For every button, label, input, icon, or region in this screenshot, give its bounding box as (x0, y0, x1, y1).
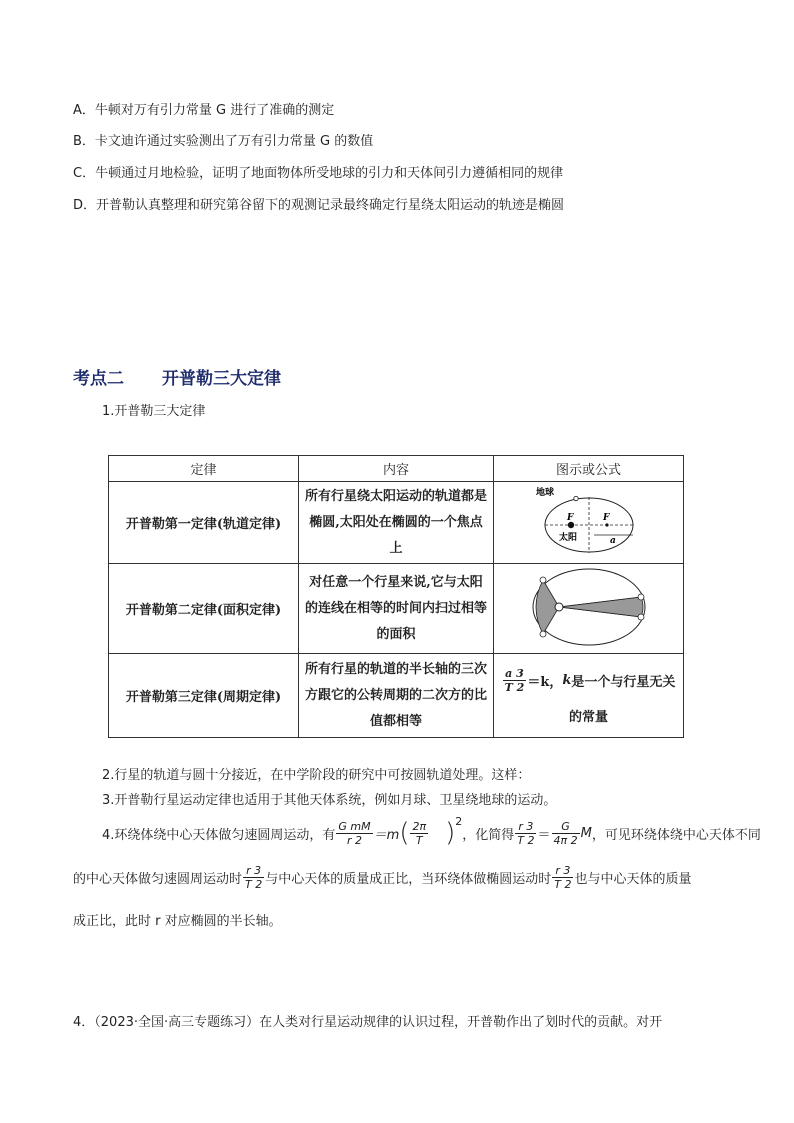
option-d: D．开普勒认真整理和研究第谷留下的观测记录最终确定行星绕太阳运动的轨迹是椭圆 (73, 198, 565, 213)
law-name: 开普勒第三定律(周期定律) (109, 654, 299, 738)
formula-tail-1: 是一个与行星无关 (571, 674, 676, 690)
focus-label-2: F (602, 512, 609, 523)
law-content: 对任意一个行星来说,它与太阳的连线在相等的时间内扫过相等的面积 (299, 564, 494, 654)
formula-eq: ＝k， (527, 674, 563, 690)
table-row (109, 564, 684, 654)
header-law: 定律 (109, 456, 299, 482)
law-content: 所有行星的轨道的半长轴的三次方跟它的公转周期的二次方的比值都相等 (299, 654, 494, 738)
option-a: A．牛顿对万有引力常量 G 进行了准确的测定 (73, 103, 335, 118)
paragraph-2: 2.行星的轨道与圆十分接近，在中学阶段的研究中可按圆轨道处理。这样： (102, 768, 531, 783)
paragraph-4-line-1: 4.环绕体绕中心天体做匀速圆周运动，有 $\frac{\text{G mM}}{r 2}$ ＝m ( $\frac{2\pi}{T}$ ) 2 ，化简得 $\frac{r 3}{T 2}$ ＝ $\frac{G}{4\pi 2}$ M ，可见环绕体绕中心天体不同 (102, 814, 761, 848)
ratio-fraction: $\frac{r 3}{T 2}$ (517, 819, 535, 847)
option-c: C．牛顿通过月地检验，证明了地面物体所受地球的引力和天体间引力遵循相同的规律 (73, 166, 564, 181)
paragraph-4-line-2: 的中心天体做匀速圆周运动时 $\frac{r 3}{T 2}$ 与中心天体的质量成正比，当环绕体做椭圆运动时 $\frac{r 3}{T 2}$ 也与中心天体的质量 (73, 864, 692, 891)
section-label: 考点二 (73, 369, 124, 389)
orbit-ellipse-figure (494, 482, 684, 564)
header-figure: 图示或公式 (494, 456, 684, 482)
paragraph-3: 3.开普勒行星运动定律也适用于其他天体系统，例如月球、卫星绕地球的运动。 (102, 793, 557, 808)
semi-major-axis-label: a (609, 535, 616, 546)
table-row (109, 654, 684, 738)
subheading: 1.开普勒三大定律 (102, 404, 206, 419)
law-content: 所有行星绕太阳运动的轨道都是椭圆,太阳处在椭圆的一个焦点上 (299, 482, 494, 564)
angular-fraction: $\frac{2\pi}{T}$ (412, 819, 427, 847)
focus-label-1: F (566, 512, 573, 523)
law-name: 开普勒第一定律(轨道定律) (109, 482, 299, 564)
law-name: 开普勒第二定律(面积定律) (109, 564, 299, 654)
constant-fraction: $\frac{G}{4\pi 2}$ (553, 819, 578, 847)
paragraph-4-line-3: 成正比，此时 r 对应椭圆的半长轴。 (73, 914, 282, 929)
table-row (109, 482, 684, 564)
area-law-diagram (529, 566, 649, 648)
area-law-figure (494, 564, 684, 654)
ellipse-orbit-diagram (534, 485, 644, 557)
gravity-fraction: $\frac{\text{G mM}}{r 2}$ (338, 819, 371, 847)
question-4: 4．（2023·全国·高三专题练习）在人类对行星运动规律的认识过程，开普勒作出了划时代的贡献。对开 (73, 1015, 663, 1030)
section-title (73, 364, 281, 389)
formula-tail-2: 的常量 (568, 709, 608, 725)
sun-label: 太阳 (558, 532, 577, 543)
section-name: 开普勒三大定律 (162, 369, 281, 389)
formula-k: k (562, 672, 572, 688)
formula-fraction: $\frac{a 3}{T 2}$ (504, 666, 525, 694)
earth-label: 地球 (535, 487, 554, 498)
header-content: 内容 (299, 456, 494, 482)
option-b: B．卡文迪许通过实验测出了万有引力常量 G 的数值 (73, 134, 374, 149)
period-law-formula (494, 654, 684, 738)
kepler-laws-table (108, 455, 684, 738)
